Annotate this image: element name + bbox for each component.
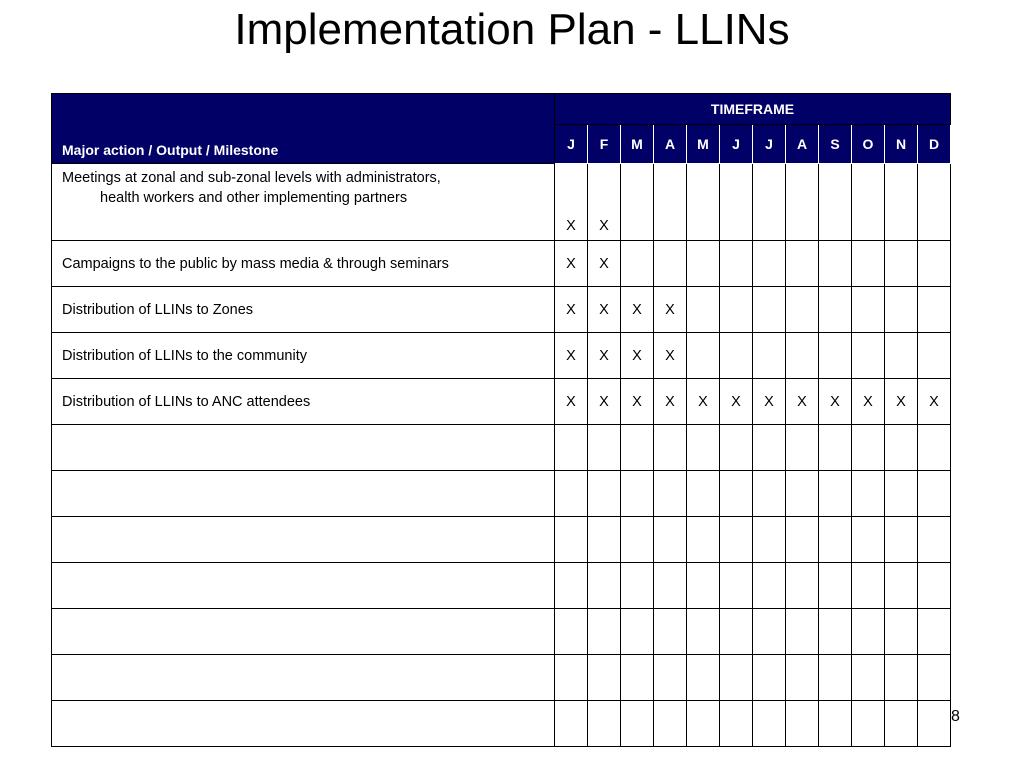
month-mark-cell bbox=[786, 517, 819, 563]
month-mark-cell bbox=[819, 517, 852, 563]
month-mark-cell bbox=[885, 609, 918, 655]
action-cell: Distribution of LLINs to ANC attendees bbox=[52, 379, 555, 425]
month-mark-cell bbox=[687, 609, 720, 655]
month-mark-cell: X bbox=[687, 379, 720, 425]
month-mark-cell bbox=[819, 333, 852, 379]
table-row bbox=[52, 379, 951, 425]
month-header: A bbox=[786, 125, 819, 164]
month-mark-cell bbox=[555, 563, 588, 609]
month-mark-cell bbox=[918, 701, 951, 747]
month-header: N bbox=[885, 125, 918, 164]
action-cell: Distribution of LLINs to the community bbox=[52, 333, 555, 379]
month-mark-cell: X bbox=[654, 287, 687, 333]
month-mark-cell bbox=[753, 701, 786, 747]
month-mark-cell bbox=[753, 517, 786, 563]
month-mark-cell bbox=[687, 241, 720, 287]
month-mark-cell bbox=[654, 609, 687, 655]
month-mark-cell bbox=[654, 517, 687, 563]
month-mark-cell bbox=[555, 517, 588, 563]
month-mark-cell bbox=[720, 164, 753, 241]
action-cell: Campaigns to the public by mass media & through seminars bbox=[52, 241, 555, 287]
month-mark-cell bbox=[654, 164, 687, 241]
table-row bbox=[52, 609, 951, 655]
month-mark-cell bbox=[819, 701, 852, 747]
month-mark-cell bbox=[720, 241, 753, 287]
action-cell bbox=[52, 655, 555, 701]
month-mark-cell bbox=[588, 655, 621, 701]
month-mark-cell bbox=[720, 655, 753, 701]
month-mark-cell bbox=[555, 609, 588, 655]
month-header: S bbox=[819, 125, 852, 164]
month-mark-cell bbox=[852, 333, 885, 379]
month-mark-cell: X bbox=[621, 333, 654, 379]
month-mark-cell bbox=[621, 241, 654, 287]
action-cell: Distribution of LLINs to Zones bbox=[52, 287, 555, 333]
month-mark-cell: X bbox=[918, 379, 951, 425]
month-mark-cell bbox=[918, 333, 951, 379]
month-mark-cell bbox=[786, 471, 819, 517]
month-mark-cell bbox=[885, 164, 918, 241]
month-mark-cell bbox=[753, 655, 786, 701]
month-mark-cell bbox=[621, 655, 654, 701]
month-mark-cell: X bbox=[885, 379, 918, 425]
month-mark-cell bbox=[753, 287, 786, 333]
month-header: J bbox=[753, 125, 786, 164]
action-text-line: health workers and other implementing partners bbox=[100, 190, 408, 206]
action-cell bbox=[52, 701, 555, 747]
action-text-line: Meetings at zonal and sub-zonal levels with administrators, bbox=[62, 170, 441, 186]
table-row bbox=[52, 241, 951, 287]
month-mark-cell bbox=[885, 333, 918, 379]
month-mark-cell bbox=[588, 517, 621, 563]
table-row bbox=[52, 563, 951, 609]
month-mark-cell bbox=[753, 425, 786, 471]
action-cell bbox=[52, 563, 555, 609]
action-column-header: Major action / Output / Milestone bbox=[52, 94, 555, 164]
month-mark-cell bbox=[753, 471, 786, 517]
month-mark-cell bbox=[819, 655, 852, 701]
month-mark-cell bbox=[687, 164, 720, 241]
month-mark-cell bbox=[555, 701, 588, 747]
month-mark-cell bbox=[687, 563, 720, 609]
month-mark-cell: X bbox=[786, 379, 819, 425]
page-number: 8 bbox=[951, 708, 960, 725]
month-header: O bbox=[852, 125, 885, 164]
month-mark-cell: X bbox=[555, 241, 588, 287]
month-mark-cell bbox=[852, 701, 885, 747]
month-mark-cell: X bbox=[588, 333, 621, 379]
month-mark-cell bbox=[720, 471, 753, 517]
month-mark-cell bbox=[918, 425, 951, 471]
month-mark-cell bbox=[918, 609, 951, 655]
month-mark-cell bbox=[621, 471, 654, 517]
month-mark-cell bbox=[687, 655, 720, 701]
month-mark-cell bbox=[687, 701, 720, 747]
month-mark-cell bbox=[852, 655, 885, 701]
month-mark-cell bbox=[753, 164, 786, 241]
month-mark-cell bbox=[621, 517, 654, 563]
month-mark-cell bbox=[819, 563, 852, 609]
month-mark-cell: X bbox=[819, 379, 852, 425]
table-row bbox=[52, 425, 951, 471]
month-mark-cell: X bbox=[588, 241, 621, 287]
month-header: M bbox=[687, 125, 720, 164]
month-mark-cell bbox=[786, 241, 819, 287]
month-mark-cell bbox=[786, 333, 819, 379]
month-mark-cell bbox=[555, 471, 588, 517]
month-mark-cell bbox=[720, 287, 753, 333]
month-mark-cell bbox=[852, 241, 885, 287]
month-mark-cell bbox=[819, 425, 852, 471]
month-mark-cell bbox=[588, 425, 621, 471]
slide-title: Implementation Plan - LLINs bbox=[234, 5, 790, 54]
table-row bbox=[52, 164, 951, 241]
action-cell bbox=[52, 609, 555, 655]
month-mark-cell bbox=[885, 287, 918, 333]
month-mark-cell bbox=[621, 164, 654, 241]
month-mark-cell bbox=[588, 471, 621, 517]
month-mark-cell bbox=[918, 164, 951, 241]
month-mark-cell bbox=[852, 609, 885, 655]
month-mark-cell bbox=[753, 241, 786, 287]
month-mark-cell bbox=[885, 471, 918, 517]
month-mark-cell bbox=[687, 425, 720, 471]
month-header: A bbox=[654, 125, 687, 164]
month-mark-cell bbox=[819, 609, 852, 655]
month-mark-cell: X bbox=[654, 379, 687, 425]
month-mark-cell bbox=[885, 655, 918, 701]
month-mark-cell bbox=[687, 471, 720, 517]
month-mark-cell: X bbox=[555, 379, 588, 425]
month-mark-cell bbox=[819, 287, 852, 333]
action-cell bbox=[52, 164, 555, 241]
timeframe-header: TIMEFRAME bbox=[555, 94, 951, 125]
month-mark-cell bbox=[720, 517, 753, 563]
month-mark-cell bbox=[588, 563, 621, 609]
month-header: J bbox=[720, 125, 753, 164]
month-mark-cell bbox=[654, 471, 687, 517]
table-row bbox=[52, 333, 951, 379]
month-header: J bbox=[555, 125, 588, 164]
month-mark-cell bbox=[819, 241, 852, 287]
month-mark-cell bbox=[555, 655, 588, 701]
month-mark-cell: X bbox=[720, 379, 753, 425]
month-mark-cell bbox=[687, 333, 720, 379]
month-mark-cell bbox=[720, 609, 753, 655]
month-mark-cell: X bbox=[621, 287, 654, 333]
month-mark-cell: X bbox=[555, 164, 588, 241]
month-header: D bbox=[918, 125, 951, 164]
month-mark-cell bbox=[621, 425, 654, 471]
month-mark-cell bbox=[786, 609, 819, 655]
month-mark-cell bbox=[852, 517, 885, 563]
month-mark-cell bbox=[753, 609, 786, 655]
month-mark-cell: X bbox=[555, 333, 588, 379]
month-mark-cell bbox=[786, 701, 819, 747]
table-row bbox=[52, 471, 951, 517]
month-mark-cell bbox=[885, 563, 918, 609]
month-mark-cell: X bbox=[588, 164, 621, 241]
month-mark-cell bbox=[753, 333, 786, 379]
month-mark-cell bbox=[654, 563, 687, 609]
month-mark-cell bbox=[819, 164, 852, 241]
month-mark-cell bbox=[555, 425, 588, 471]
month-mark-cell bbox=[885, 517, 918, 563]
action-cell bbox=[52, 425, 555, 471]
month-mark-cell bbox=[786, 164, 819, 241]
month-mark-cell bbox=[654, 425, 687, 471]
month-mark-cell bbox=[621, 609, 654, 655]
table-row bbox=[52, 517, 951, 563]
month-mark-cell bbox=[918, 471, 951, 517]
month-mark-cell bbox=[654, 655, 687, 701]
month-mark-cell bbox=[918, 655, 951, 701]
month-mark-cell: X bbox=[588, 287, 621, 333]
month-mark-cell bbox=[687, 517, 720, 563]
month-mark-cell bbox=[918, 517, 951, 563]
month-mark-cell bbox=[852, 471, 885, 517]
month-mark-cell bbox=[621, 701, 654, 747]
month-mark-cell: X bbox=[654, 333, 687, 379]
table-row bbox=[52, 701, 951, 747]
month-mark-cell bbox=[654, 701, 687, 747]
month-mark-cell bbox=[588, 701, 621, 747]
month-mark-cell bbox=[819, 471, 852, 517]
month-mark-cell bbox=[720, 333, 753, 379]
month-mark-cell bbox=[786, 425, 819, 471]
month-mark-cell bbox=[852, 164, 885, 241]
month-mark-cell: X bbox=[852, 379, 885, 425]
month-mark-cell bbox=[885, 241, 918, 287]
month-mark-cell bbox=[687, 287, 720, 333]
month-mark-cell bbox=[720, 701, 753, 747]
month-mark-cell bbox=[918, 287, 951, 333]
month-mark-cell bbox=[852, 287, 885, 333]
table-row bbox=[52, 287, 951, 333]
month-mark-cell bbox=[786, 655, 819, 701]
month-header: M bbox=[621, 125, 654, 164]
action-cell bbox=[52, 517, 555, 563]
month-mark-cell bbox=[786, 563, 819, 609]
month-mark-cell bbox=[918, 563, 951, 609]
month-mark-cell: X bbox=[588, 379, 621, 425]
action-cell bbox=[52, 471, 555, 517]
month-header: F bbox=[588, 125, 621, 164]
month-mark-cell: X bbox=[621, 379, 654, 425]
month-mark-cell bbox=[918, 241, 951, 287]
month-mark-cell bbox=[885, 425, 918, 471]
implementation-plan-table bbox=[51, 93, 951, 747]
month-mark-cell bbox=[588, 609, 621, 655]
table-row bbox=[52, 655, 951, 701]
month-mark-cell bbox=[621, 563, 654, 609]
month-mark-cell: X bbox=[555, 287, 588, 333]
month-mark-cell bbox=[786, 287, 819, 333]
month-mark-cell bbox=[720, 425, 753, 471]
month-mark-cell bbox=[753, 563, 786, 609]
month-mark-cell bbox=[885, 701, 918, 747]
month-mark-cell bbox=[720, 563, 753, 609]
month-mark-cell bbox=[852, 563, 885, 609]
month-mark-cell: X bbox=[753, 379, 786, 425]
month-mark-cell bbox=[654, 241, 687, 287]
month-mark-cell bbox=[852, 425, 885, 471]
